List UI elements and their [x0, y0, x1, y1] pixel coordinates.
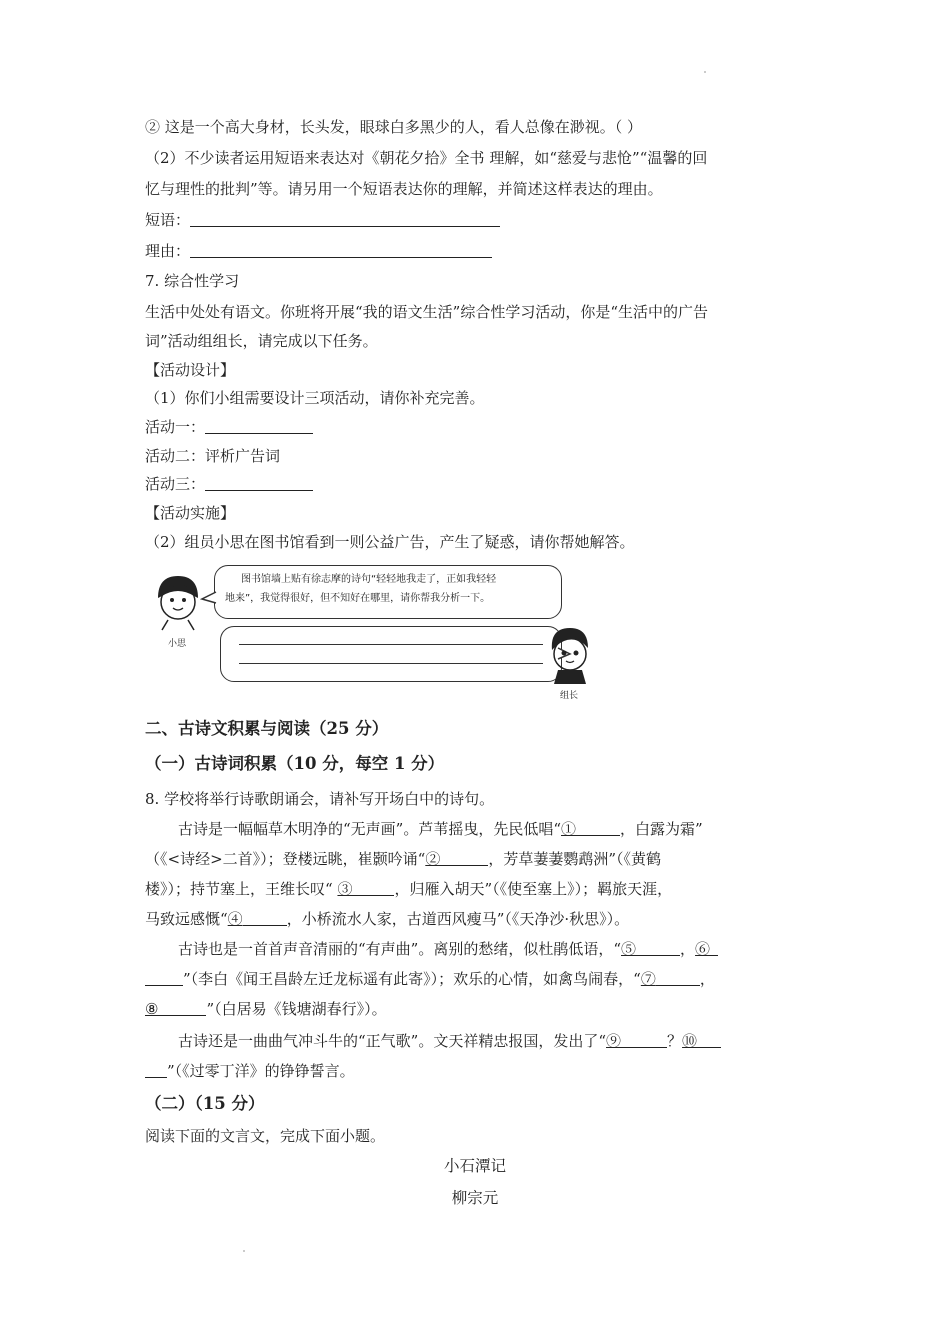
poem-paragraph-line: 古诗还是一曲曲气冲斗牛的“正气歌”。文天祥精忠报国，发出了“⑨ ？⑩ — [178, 1031, 721, 1051]
blank-7[interactable] — [656, 969, 700, 986]
passage-author: 柳宗元 — [451, 1189, 499, 1207]
activity-three-blank[interactable] — [205, 474, 313, 491]
poem-paragraph-line: 马致远感慨“④ ，小桥流水人家，古道西风瘦马”（《天净沙·秋思》）。 — [145, 910, 630, 928]
poem-paragraph-line: ”（李白《闻王昌龄左迁龙标遥有此寄》）；欢乐的心情，如禽鸟闹春，“⑦ ， — [145, 969, 715, 989]
activity-design-heading: 【活动设计】 — [145, 361, 236, 379]
reason-answer-line — [145, 241, 492, 261]
poem-paragraph-line: ⑧ ”（白居易《钱塘湖春行》）。 — [145, 1000, 387, 1018]
poem-paragraph-line: （《<诗经>二首》）；登楼远眺，崔颢吟诵“② ，芳草萋萋鹦鹉洲”（《黄鹤 — [145, 850, 661, 868]
boy-avatar-icon — [544, 624, 594, 686]
scan-speck — [243, 1250, 245, 1252]
section-subheading: （二）（15 分） — [145, 1094, 265, 1113]
blank-5-marker: ⑤ — [621, 940, 637, 958]
section-heading: 二、古诗文积累与阅读（25 分） — [145, 719, 389, 738]
bubble-tail-icon — [200, 590, 218, 606]
blank-1[interactable] — [576, 819, 620, 836]
activity-three-label: 活动三： — [145, 475, 206, 493]
blank-8-marker: ⑧ — [145, 1000, 159, 1018]
blank-6[interactable] — [710, 939, 718, 956]
question-line: （1）你们小组需要设计三项活动，请你补充完善。 — [145, 389, 485, 407]
blank-10[interactable] — [697, 1031, 721, 1048]
blank-3-marker: ③ — [337, 880, 353, 898]
paragraph-line: 生活中处处有语文。你班将开展“我的语文生活”综合性学习活动，你是“生活中的广告 — [145, 303, 709, 321]
blank-1-marker: ① — [561, 820, 577, 838]
poem-paragraph-line: 楼》）；持节塞上，王维长叹“ ③ ，归雁入胡天”（《使至塞上》）；羁旅天涯， — [145, 880, 673, 898]
question-line: 阅读下面的文言文，完成下面小题。 — [145, 1127, 386, 1145]
caption-xiaosi: 小思 — [168, 639, 187, 649]
bubble-text-line: 地来”，我觉得很好，但不知好在哪里，请你帮我分析一下。 — [225, 593, 491, 604]
question-line: 忆与理性的批判”等。请另用一个短语表达你的理解，并简述这样表达的理由。 — [145, 180, 663, 198]
poem-paragraph-line: 古诗也是一首首声音清丽的“有声曲”。离别的愁绪，似杜鹃低语，“⑤ ，⑥ — [178, 939, 718, 959]
question-line: 8. 学校将举行诗歌朗诵会，请补写开场白中的诗句。 — [145, 790, 495, 808]
phrase-blank[interactable] — [190, 210, 500, 227]
answer-line[interactable] — [239, 644, 543, 645]
blank-6-continued[interactable] — [145, 969, 183, 986]
blank-4-marker: ④ — [227, 910, 243, 928]
blank-8[interactable] — [158, 999, 206, 1016]
activity-one-line — [145, 417, 313, 437]
reason-blank[interactable] — [190, 241, 492, 258]
blank-10-marker: ⑩ — [682, 1032, 698, 1050]
blank-2-marker: ② — [425, 850, 441, 868]
blank-9-marker: ⑨ — [606, 1032, 622, 1050]
blank-6-marker: ⑥ — [695, 940, 711, 958]
blank-9[interactable] — [621, 1031, 667, 1048]
activity-implementation-heading: 【活动实施】 — [145, 504, 236, 522]
question-line: （2）不少读者运用短语来表达对《朝花夕拾》全书 理解，如“慈爱与悲怆”“温馨的回 — [145, 149, 708, 167]
speech-bubble-leader — [220, 626, 562, 682]
question-line: （2）组员小思在图书馆看到一则公益广告，产生了疑惑，请你帮她解答。 — [145, 533, 635, 551]
blank-5[interactable] — [636, 939, 680, 956]
blank-4[interactable] — [243, 909, 287, 926]
blank-2[interactable] — [440, 849, 488, 866]
caption-leader: 组长 — [560, 691, 579, 701]
girl-avatar-icon — [148, 570, 208, 632]
dialog-illustration — [148, 560, 588, 710]
scan-speck — [704, 71, 706, 73]
poem-paragraph-line: ”（《过零丁洋》的铮铮誓言。 — [145, 1061, 355, 1081]
activity-one-label: 活动一： — [145, 418, 206, 436]
activity-three-line — [145, 474, 313, 494]
answer-line[interactable] — [239, 663, 543, 664]
activity-two-line: 活动二：评析广告词 — [145, 447, 281, 465]
paragraph-line: 词”活动组组长，请完成以下任务。 — [145, 332, 378, 350]
blank-3[interactable] — [352, 879, 394, 896]
section-subheading: （一）古诗词积累（10 分，每空 1 分） — [145, 754, 445, 773]
passage-title: 小石潭记 — [443, 1157, 506, 1175]
phrase-label: 短语： — [145, 211, 191, 229]
reason-label: 理由： — [145, 242, 191, 260]
question-line: ② 这是一个高大身材，长头发，眼球白多黑少的人，看人总像在渺视。（ ） — [145, 118, 643, 136]
section-heading: 7. 综合性学习 — [145, 272, 240, 290]
blank-7-marker: ⑦ — [640, 970, 656, 988]
bubble-text-line: 图书馆墙上贴有徐志摩的诗句“轻轻地我走了，正如我轻轻 — [241, 574, 497, 585]
activity-one-blank[interactable] — [205, 417, 313, 434]
blank-10-continued[interactable] — [145, 1061, 167, 1078]
speech-bubble-xiaosi — [214, 565, 562, 619]
poem-paragraph-line: 古诗是一幅幅草木明净的“无声画”。芦苇摇曳，先民低唱“① ，白露为霜” — [178, 820, 703, 838]
phrase-answer-line — [145, 210, 500, 230]
